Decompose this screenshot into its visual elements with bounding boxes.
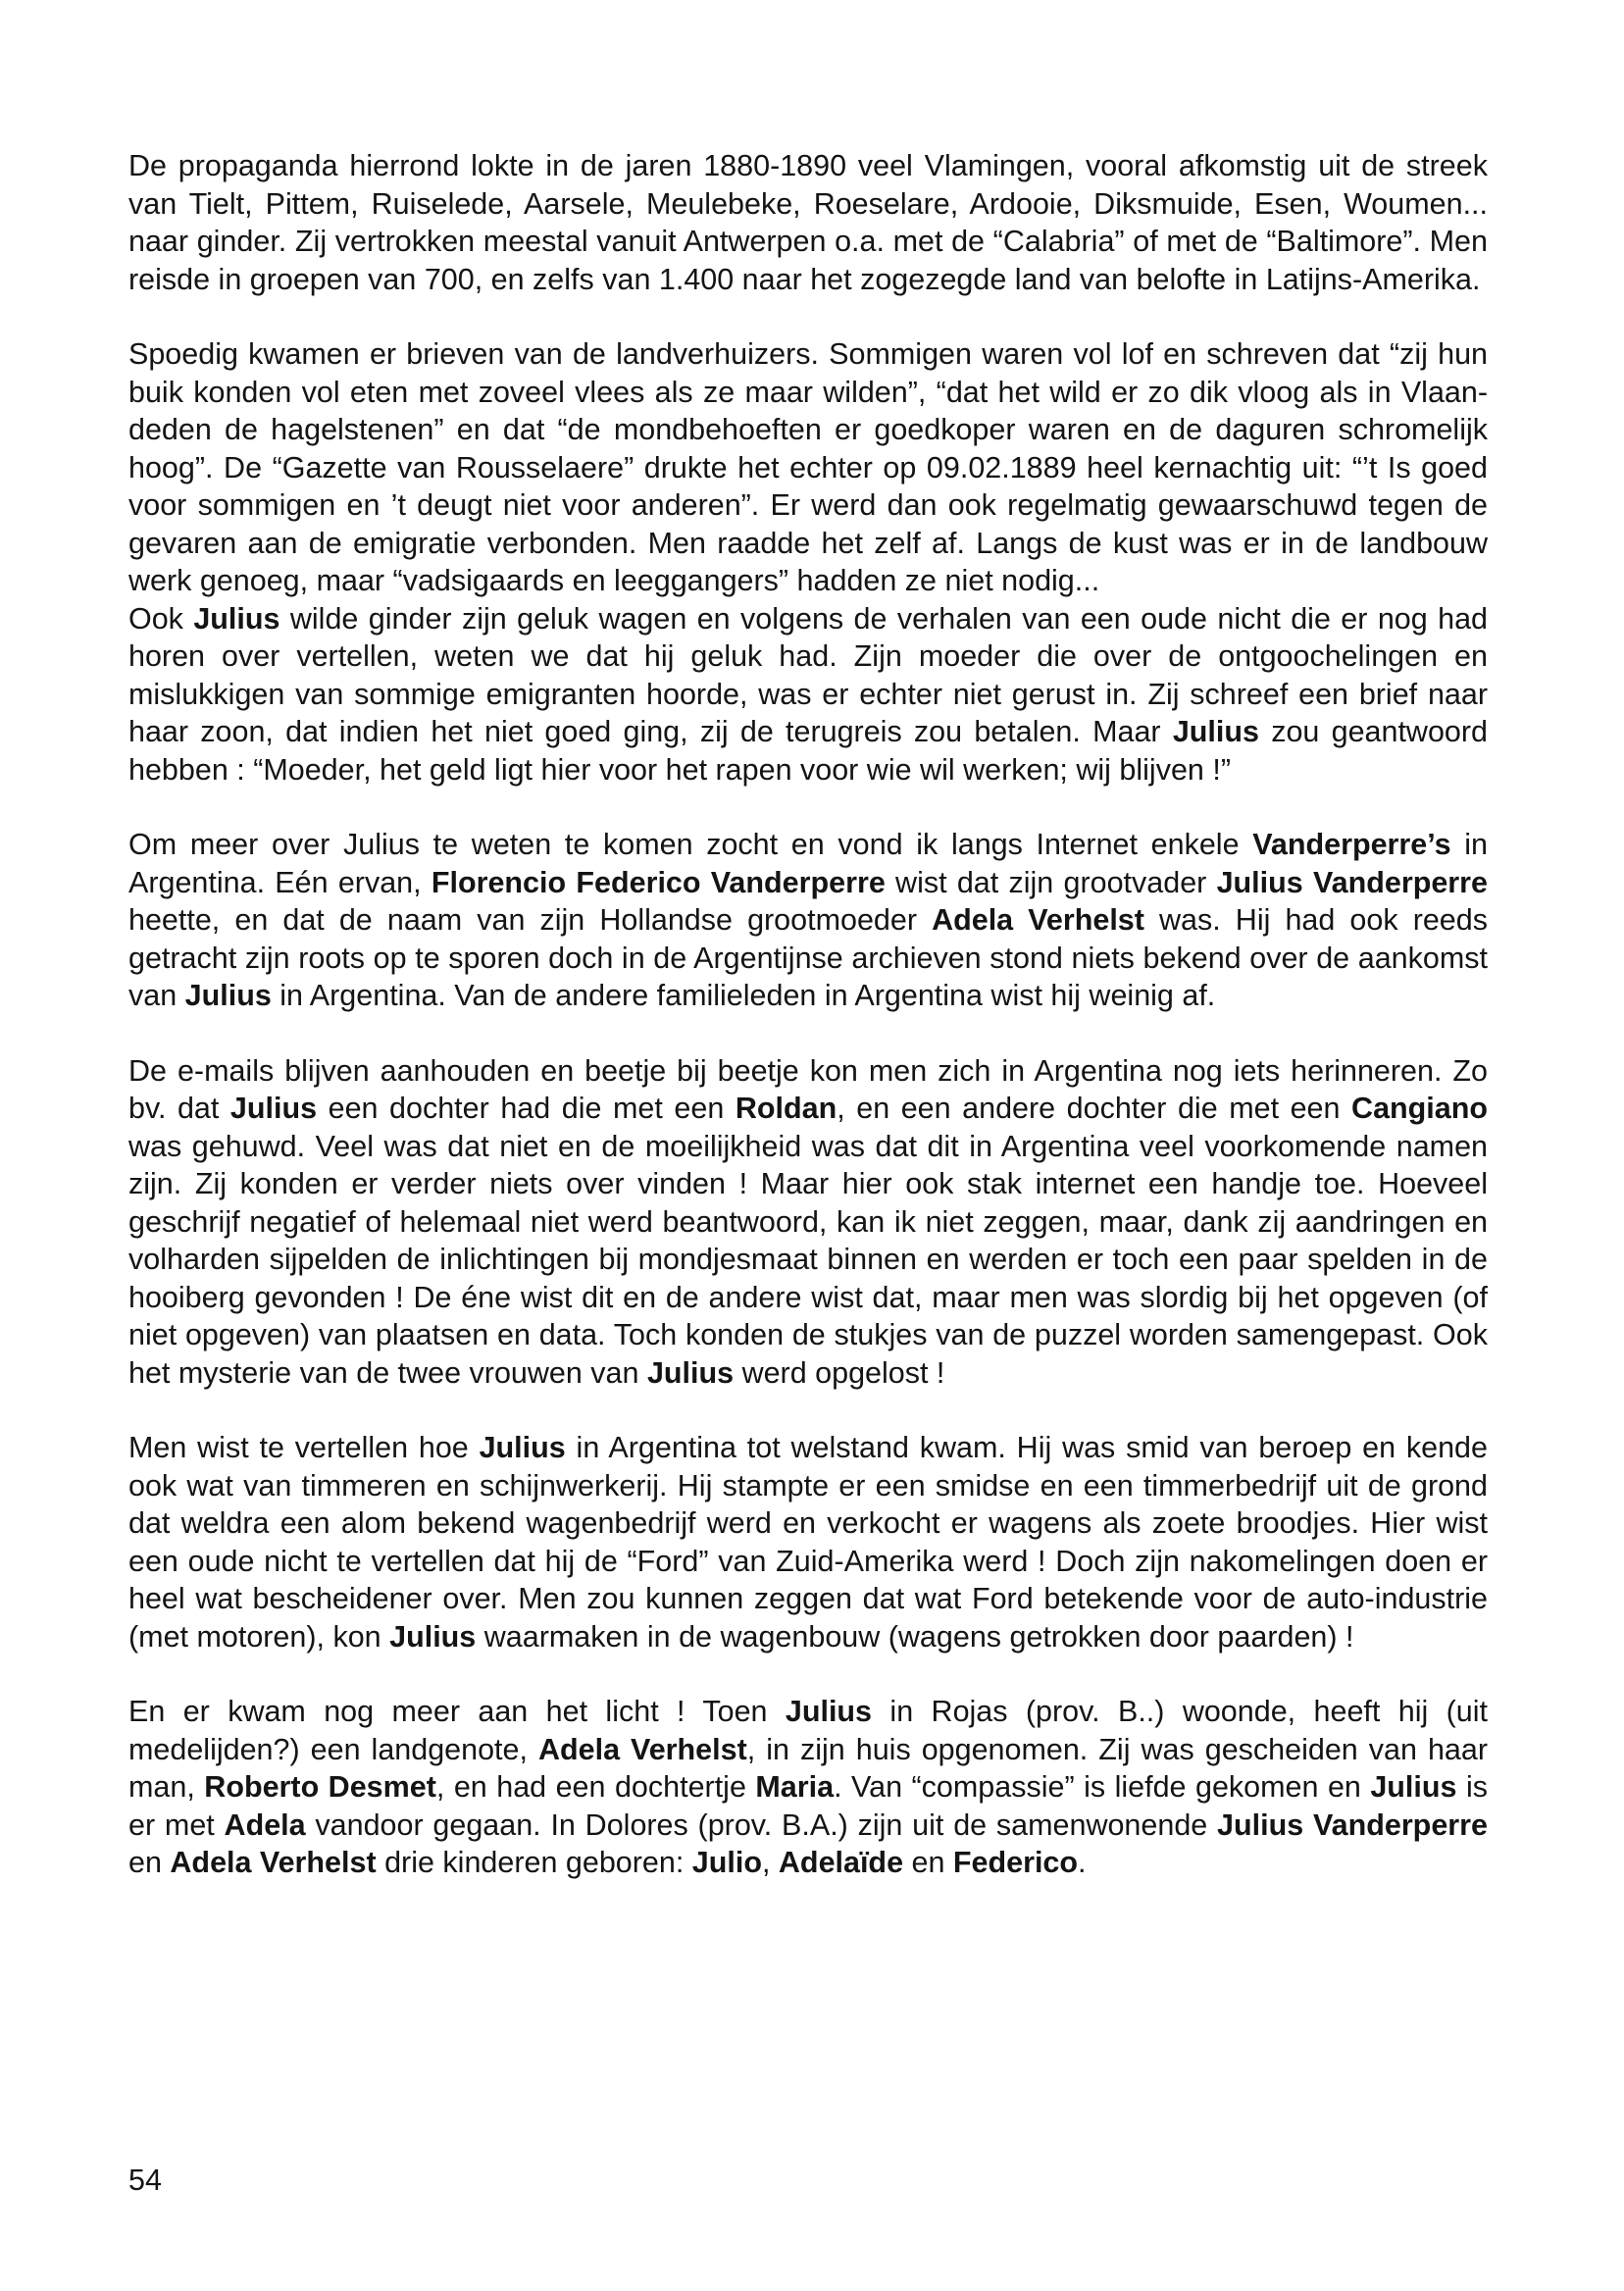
bold-name: Adela Verhelst xyxy=(537,1732,747,1766)
text-run: Om meer over Julius te weten te komen zocht en vond ik langs Internet enkele xyxy=(128,828,1253,861)
text-run: in Rojas (prov. B..) woonde, heeft hij (uit medelijden?) een landgenote, xyxy=(128,1695,1489,1766)
paragraph-julius-luck xyxy=(128,600,1488,789)
text-run: . Van “compassie” is liefde gekomen en xyxy=(834,1770,1371,1804)
text-run: werd opgelost ! xyxy=(734,1355,945,1390)
text-run: zou geantwoord hebben : “Moeder, het geld ligt hier voor het rapen voor wie wil werken; wij blijven !” xyxy=(128,715,1488,787)
paragraph-wagon-business xyxy=(128,1429,1488,1655)
text-run: De propaganda hierrond lokte in de jaren 1880-1890 veel Vlamingen, vooral afkomstig uit de streek van Tielt, Pittem, Ruiselede, Aarsele, Meulebeke, Roeselare, Ardooie, Diksmuide, Esen, Woumen... naar ginder. Zij vertrokken meestal vanuit Antwerpen o.a. met de “Calabria” of met de “Baltimore”. Men reisde in groepen van 700, en zelfs van 1.400 naar het zogezegde land van belofte in Latijns-Amerika. xyxy=(128,149,1488,296)
text-run: heette, en dat de naam van zijn Hollandse grootmoeder xyxy=(128,903,933,937)
text-run: , xyxy=(761,1846,779,1879)
text-run: drie kinderen geboren: xyxy=(376,1846,692,1879)
text-run: , en had een dochtertje xyxy=(435,1770,756,1804)
bold-name: Julius xyxy=(479,1431,566,1464)
text-run: Men wist te vertellen hoe xyxy=(128,1431,480,1464)
text-run: vandoor gegaan. In Dolores (prov. B.A.) zijn uit de samenwonende xyxy=(305,1807,1218,1842)
bold-name: Adelaïde xyxy=(778,1846,904,1879)
bold-name: Julius Vanderperre xyxy=(1216,865,1488,899)
bold-name: Julius xyxy=(1370,1770,1457,1804)
page-number: 54 xyxy=(128,2164,162,2197)
text-run: . xyxy=(1078,1846,1087,1879)
text-run: en xyxy=(903,1846,953,1879)
bold-name: Julius xyxy=(646,1355,735,1390)
paragraph-emails xyxy=(128,1052,1488,1393)
paragraph-emigration-propaganda xyxy=(128,147,1488,298)
bold-name: Julius xyxy=(785,1695,873,1728)
text-run: wilde ginder zijn geluk wagen en volgens de verhalen van een oude nicht die er nog had horen over vertellen, weten we dat hij geluk had. Zijn moeder die over de ontgoochelingen en mislukkigen van sommige emigranten hoorde, was er echter niet gerust in. Zij schreef een brief naar haar zoon, dat indien het niet goed ging, zij de terugreis zou betalen. Maar xyxy=(128,601,1488,748)
text-run: De e-mails blijven aanhouden en beetje bij beetje kon men zich in Argentina nog iets herinneren. Zo bv. dat xyxy=(128,1053,1488,1125)
paragraph-letters-from-emigrants xyxy=(128,335,1488,600)
bold-name: Julius xyxy=(184,979,272,1012)
bold-name: Federico xyxy=(952,1846,1079,1879)
text-run: in Argentina tot welstand kwam. Hij was smid van beroep en kende ook wat van timmeren en schijnwerkerij. Hij stampte er een smidse en een timmerbedrijf uit de grond dat weldra een alom bekend wagenbedrijf werd en verkocht er wagens als zoete broodjes. Hier wist een oude nicht te vertellen dat hij de “Ford” van Zuid-Amerika werd ! Doch zijn nakomelingen doen er heel wat bescheidener over. Men zou kunnen zeggen dat wat Ford betekende voor de auto-industrie (met motoren), kon xyxy=(128,1431,1488,1654)
bold-name: Florencio Federico Vanderperre xyxy=(431,865,886,899)
body-text xyxy=(128,147,1488,1882)
text-run: was gehuwd. Veel was dat niet en de moeilijkheid was dat dit in Argentina veel voorkomende namen zijn. Zij konden er verder niets over vinden ! Maar hier ook stak internet een handje toe. Hoeveel geschrijf negatief of helemaal niet werd beantwoord, kan ik niet zeggen, maar, dank zij aandringen en volharden sijpelden de inlichtingen bij mondjesmaat binnen en werden er toch een paar spelden in de hooiberg gevonden ! De éne wist dit en de andere wist dat, maar men was slordig bij het opgeven (of niet opgeven) van plaatsen en data. Toch konden de stukjes van de puzzel worden samengepast. Ook het mysterie van de twee vrouwen van xyxy=(128,1129,1488,1390)
bold-name: Julius xyxy=(193,601,280,636)
text-run: is er met xyxy=(128,1770,1488,1842)
bold-name: Adela xyxy=(224,1807,306,1842)
text-run: , en een andere dochter die met een xyxy=(837,1092,1352,1125)
bold-name: Roldan xyxy=(735,1092,837,1125)
text-run: in Argentina. Eén ervan, xyxy=(128,828,1488,899)
text-run: in Argentina. Van de andere familieleden in Argentina wist hij weinig af. xyxy=(271,979,1216,1012)
bold-name: Julio xyxy=(691,1846,762,1879)
text-run: was. Hij had ook reeds getracht zijn roots op te sporen doch in de Argentijnse archieven stond niets bekend over de aankomst van xyxy=(128,903,1488,1012)
text-run: En er kwam nog meer aan het licht ! Toen xyxy=(128,1695,786,1728)
bold-name: Julius Vanderperre xyxy=(1217,1807,1488,1842)
bold-name: Cangiano xyxy=(1351,1092,1488,1125)
text-run: Spoedig kwamen er brieven van de landverhuizers. Sommigen waren vol lof en schreven dat “zij hun buik konden vol eten met zoveel vlees als ze maar wilden”, “dat het wild er zo dik vloog als in Vlaan-deden de hagelstenen” en dat “de mondbehoeften er goedkoper waren en de daguren schromelijk hoog”. De “Gazette van Rousselaere” drukte het echter op 09.02.1889 heel kernachtig uit: “’t Is goed voor sommigen en ’t deugt niet voor anderen”. Er werd dan ook regelmatig gewaarschuwd tegen de gevaren aan de emigratie verbonden. Men raadde het zelf af. Langs de kust was er in de landbouw werk genoeg, maar “vadsigaards en leeggangers” hadden ze niet nodig... xyxy=(128,337,1488,597)
paragraph-adela-verhelst xyxy=(128,1693,1488,1882)
bold-name: Julius xyxy=(229,1092,318,1125)
bold-name: Julius xyxy=(389,1619,477,1654)
text-run: en xyxy=(128,1846,171,1879)
bold-name: Adela Verhelst xyxy=(932,903,1144,937)
paragraph-internet-search xyxy=(128,826,1488,1015)
bold-name: Roberto Desmet xyxy=(204,1770,436,1804)
text-run: , in zijn huis opgenomen. Zij was gescheiden van haar man, xyxy=(128,1732,1488,1804)
text-run: Ook xyxy=(128,601,194,636)
text-run: wist dat zijn grootvader xyxy=(885,865,1217,899)
text-run: waarmaken in de wagenbouw (wagens getrokken door paarden) ! xyxy=(476,1619,1354,1654)
bold-name: Adela Verhelst xyxy=(170,1846,377,1879)
bold-name: Maria xyxy=(755,1770,835,1804)
bold-name: Julius xyxy=(1172,715,1259,748)
text-run: een dochter had die met een xyxy=(317,1092,736,1125)
bold-name: Vanderperre’s xyxy=(1252,828,1451,861)
